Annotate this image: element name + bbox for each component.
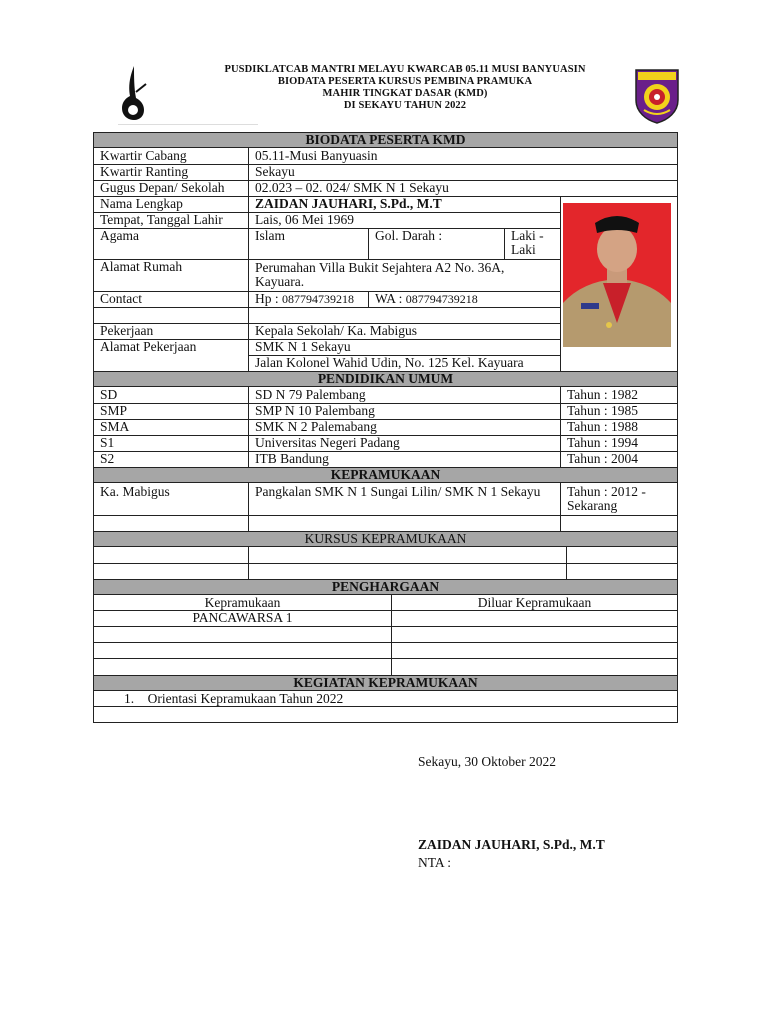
table-border: [93, 563, 678, 564]
edu-school: Universitas Negeri Padang: [255, 435, 400, 450]
award-item: PANCAWARSA 1: [192, 610, 293, 625]
section-kepramukaan-header: KEPRAMUKAAN: [93, 467, 678, 483]
value-gender: Laki - Laki: [511, 228, 544, 257]
table-border: [93, 642, 678, 643]
label-gol-darah: Gol. Darah :: [375, 228, 443, 243]
section-penghargaan-header: PENGHARGAAN: [93, 579, 678, 595]
wa-number: 087794739218: [405, 292, 478, 306]
edu-year: Tahun : 2004: [567, 451, 639, 466]
table-border: [93, 515, 678, 516]
wa-label: WA :: [375, 291, 403, 306]
value-pekerjaan: Kepala Sekolah/ Ka. Mabigus: [255, 323, 417, 338]
edu-year: Tahun : 1985: [567, 403, 639, 418]
label-alamat-pekerjaan: Alamat Pekerjaan: [100, 339, 197, 354]
label-kwartir-ranting: Kwartir Ranting: [100, 164, 189, 179]
tunas-kelapa-logo: [112, 62, 152, 124]
portrait-image: [563, 203, 671, 347]
activity-item: 1. Orientasi Kepramukaan Tahun 2022: [124, 691, 344, 706]
hp-number: 087794739218: [282, 292, 354, 306]
header-line-3: MAHIR TINGKAT DASAR (KMD): [322, 88, 488, 99]
value-alamat-pekerjaan-1: SMK N 1 Sekayu: [255, 339, 351, 354]
value-nama-lengkap: ZAIDAN JAUHARI, S.Pd., M.T: [255, 196, 442, 211]
signer-name: ZAIDAN JAUHARI, S.Pd., M.T: [418, 837, 605, 852]
section-biodata-header: BIODATA PESERTA KMD: [93, 132, 678, 148]
scout-place: Pangkalan SMK N 1 Sungai Lilin/ SMK N 1 Sekayu: [255, 484, 541, 499]
award-col-right-header: Diluar Kepramukaan: [477, 595, 592, 610]
table-border: [677, 595, 678, 675]
header-line-1: PUSDIKLATCAB MANTRI MELAYU KWARCAB 05.11 MUSI BANYUASIN: [224, 64, 586, 75]
edu-level: S2: [100, 451, 115, 466]
label-ttl: Tempat, Tanggal Lahir: [100, 212, 223, 227]
table-border: [677, 483, 678, 531]
edu-level: SD: [100, 387, 118, 402]
header-divider: [118, 124, 258, 125]
header-line-4: DI SEKAYU TAHUN 2022: [343, 100, 467, 111]
edu-level: SMP: [100, 403, 128, 418]
edu-level: S1: [100, 435, 115, 450]
document-header: [205, 64, 605, 112]
label-nama-lengkap: Nama Lengkap: [100, 196, 183, 211]
value-alamat-rumah: Perumahan Villa Bukit Sejahtera A2 No. 36A, Kayuara.: [255, 260, 505, 289]
edu-school: ITB Bandung: [255, 451, 329, 466]
edu-school: SMP N 10 Palembang: [255, 403, 375, 418]
label-contact: Contact: [100, 291, 142, 306]
label-gugus-depan: Gugus Depan/ Sekolah: [100, 180, 225, 195]
contact-hp: [249, 291, 368, 307]
hp-label: Hp :: [255, 291, 279, 306]
edu-year: Tahun : 1982: [567, 387, 639, 402]
table-border: [677, 691, 678, 723]
nta-label: NTA :: [418, 855, 452, 870]
label-agama: Agama: [100, 228, 139, 243]
label-alamat-rumah: Alamat Rumah: [100, 259, 183, 274]
section-pendidikan-header: PENDIDIKAN UMUM: [93, 371, 678, 387]
value-gugus-depan: 02.023 – 02. 024/ SMK N 1 Sekayu: [255, 180, 449, 195]
mantri-melayu-emblem: [632, 66, 682, 124]
scout-role: Ka. Mabigus: [100, 484, 170, 499]
section-kursus-header: KURSUS KEPRAMUKAAN: [93, 531, 678, 547]
table-border: [93, 626, 678, 627]
edu-year: Tahun : 1988: [567, 419, 639, 434]
table-border: [93, 706, 678, 707]
table-border: [93, 307, 560, 308]
label-kwartir-cabang: Kwartir Cabang: [100, 148, 187, 163]
edu-school: SD N 79 Palembang: [255, 387, 366, 402]
edu-level: SMA: [100, 419, 130, 434]
scout-period: Tahun : 2012 - Sekarang: [567, 484, 646, 513]
label-pekerjaan: Pekerjaan: [100, 323, 154, 338]
award-col-left-header: Kepramukaan: [204, 595, 281, 610]
value-kwartir-ranting: Sekayu: [255, 164, 295, 179]
value-ttl: Lais, 06 Mei 1969: [255, 212, 354, 227]
value-alamat-pekerjaan-2: Jalan Kolonel Wahid Udin, No. 125 Kel. Kayuara: [255, 355, 524, 370]
contact-wa: [369, 291, 560, 307]
table-border: [93, 722, 678, 723]
table-border: [677, 387, 678, 467]
table-border: [560, 196, 561, 372]
value-kwartir-cabang: 05.11-Musi Banyuasin: [255, 148, 378, 163]
participant-photo: [563, 203, 671, 347]
table-border: [677, 148, 678, 372]
place-date: Sekayu, 30 Oktober 2022: [418, 754, 556, 769]
edu-school: SMK N 2 Palemabang: [255, 419, 377, 434]
edu-year: Tahun : 1994: [567, 435, 639, 450]
value-agama: Islam: [255, 228, 285, 243]
header-line-2: BIODATA PESERTA KURSUS PEMBINA PRAMUKA: [277, 76, 533, 87]
section-kegiatan-header: KEGIATAN KEPRAMUKAAN: [93, 675, 678, 691]
table-border: [93, 658, 678, 659]
